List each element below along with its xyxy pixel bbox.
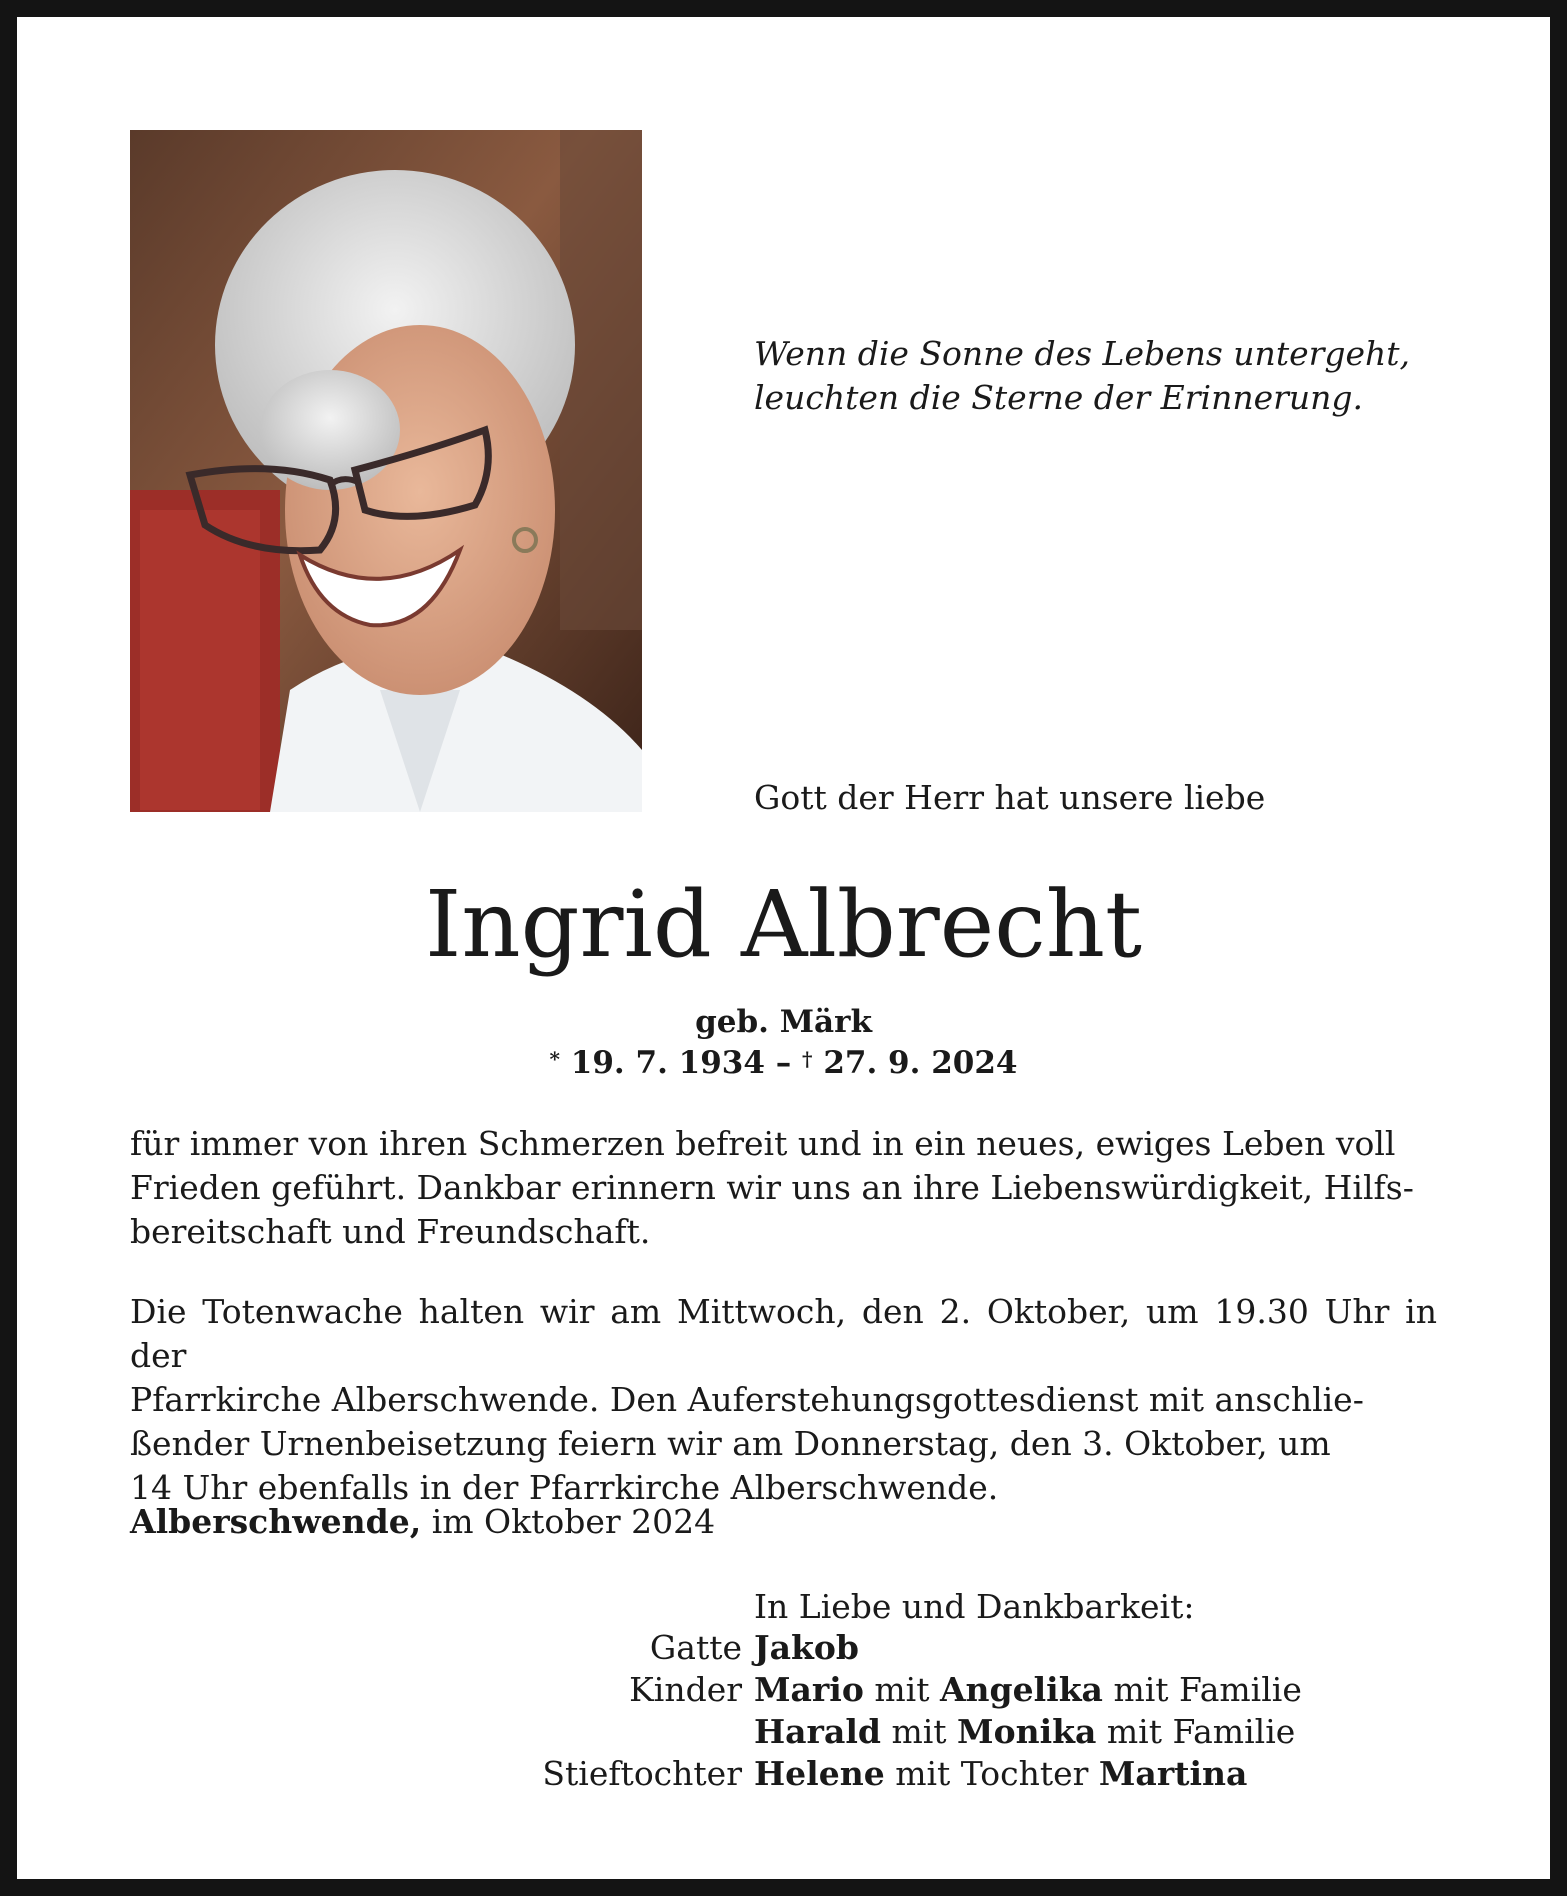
family-member-name: Harald bbox=[754, 1712, 881, 1751]
maiden-name: geb. Märk bbox=[695, 1004, 872, 1040]
family-connector: mit Tochter bbox=[884, 1754, 1099, 1793]
death-date: 27. 9. 2024 bbox=[823, 1045, 1018, 1081]
family-member-name: Angelika bbox=[939, 1670, 1103, 1709]
family-connector: mit Familie bbox=[1096, 1712, 1296, 1751]
paragraph-line: für immer von ihren Schmerzen befreit und in ein neues, ewiges Leben voll bbox=[130, 1124, 1396, 1163]
paragraph-line: ßender Urnenbeisetzung feiern wir am Donnerstag, den 3. Oktober, um bbox=[130, 1424, 1331, 1463]
notice-date: im Oktober 2024 bbox=[421, 1502, 716, 1541]
intro-text: Gott der Herr hat unsere liebe bbox=[754, 778, 1266, 817]
family-connector: mit Familie bbox=[1102, 1670, 1302, 1709]
family-member-name: Monika bbox=[957, 1712, 1097, 1751]
family-names bbox=[754, 1753, 1247, 1795]
family-role: Kinder bbox=[629, 1670, 742, 1709]
portrait-image bbox=[130, 130, 642, 812]
family-names bbox=[754, 1669, 1302, 1711]
announcement-paragraph bbox=[130, 1122, 1437, 1254]
family-role: Stieftochter bbox=[542, 1754, 742, 1793]
family-connector: mit bbox=[863, 1670, 940, 1709]
memorial-quote bbox=[754, 332, 1454, 420]
family-member-name: Helene bbox=[754, 1754, 885, 1793]
town-name: Alberschwende, bbox=[130, 1502, 422, 1541]
paragraph-line: 14 Uhr ebenfalls in der Pfarrkirche Alberschwende. bbox=[130, 1468, 999, 1507]
paragraph-line: Pfarrkirche Alberschwende. Den Auferstehungsgottesdienst mit anschlie- bbox=[130, 1380, 1364, 1419]
family-names bbox=[754, 1627, 859, 1669]
date-separator: – bbox=[764, 1045, 803, 1081]
family-connector: mit bbox=[880, 1712, 958, 1751]
family-member-name: Mario bbox=[754, 1670, 864, 1709]
life-dates bbox=[0, 1043, 1567, 1083]
funeral-details-paragraph bbox=[130, 1290, 1437, 1510]
quote-line: leuchten die Sterne der Erinnerung. bbox=[754, 378, 1364, 417]
deceased-name: Ingrid Albrecht bbox=[425, 871, 1142, 978]
paragraph-line: Die Totenwache halten wir am Mittwoch, den 2. Oktober, um 19.30 Uhr in der bbox=[130, 1292, 1437, 1375]
death-symbol: † bbox=[802, 1047, 813, 1071]
family-member-name: Jakob bbox=[754, 1628, 859, 1667]
portrait-photo bbox=[130, 130, 642, 812]
paragraph-line: bereitschaft und Freundschaft. bbox=[130, 1212, 651, 1251]
family-names bbox=[754, 1711, 1295, 1753]
family-member-name: Martina bbox=[1098, 1754, 1248, 1793]
birth-symbol: * bbox=[549, 1047, 560, 1071]
family-role: Gatte bbox=[649, 1628, 742, 1667]
quote-line: Wenn die Sonne des Lebens untergeht, bbox=[754, 334, 1411, 373]
signature-heading: In Liebe und Dankbarkeit: bbox=[754, 1587, 1195, 1626]
paragraph-line: Frieden geführt. Dankbar erinnern wir uns an ihre Liebenswürdigkeit, Hilfs- bbox=[130, 1168, 1414, 1207]
birth-date: 19. 7. 1934 bbox=[570, 1045, 765, 1081]
place-and-date bbox=[130, 1500, 715, 1544]
